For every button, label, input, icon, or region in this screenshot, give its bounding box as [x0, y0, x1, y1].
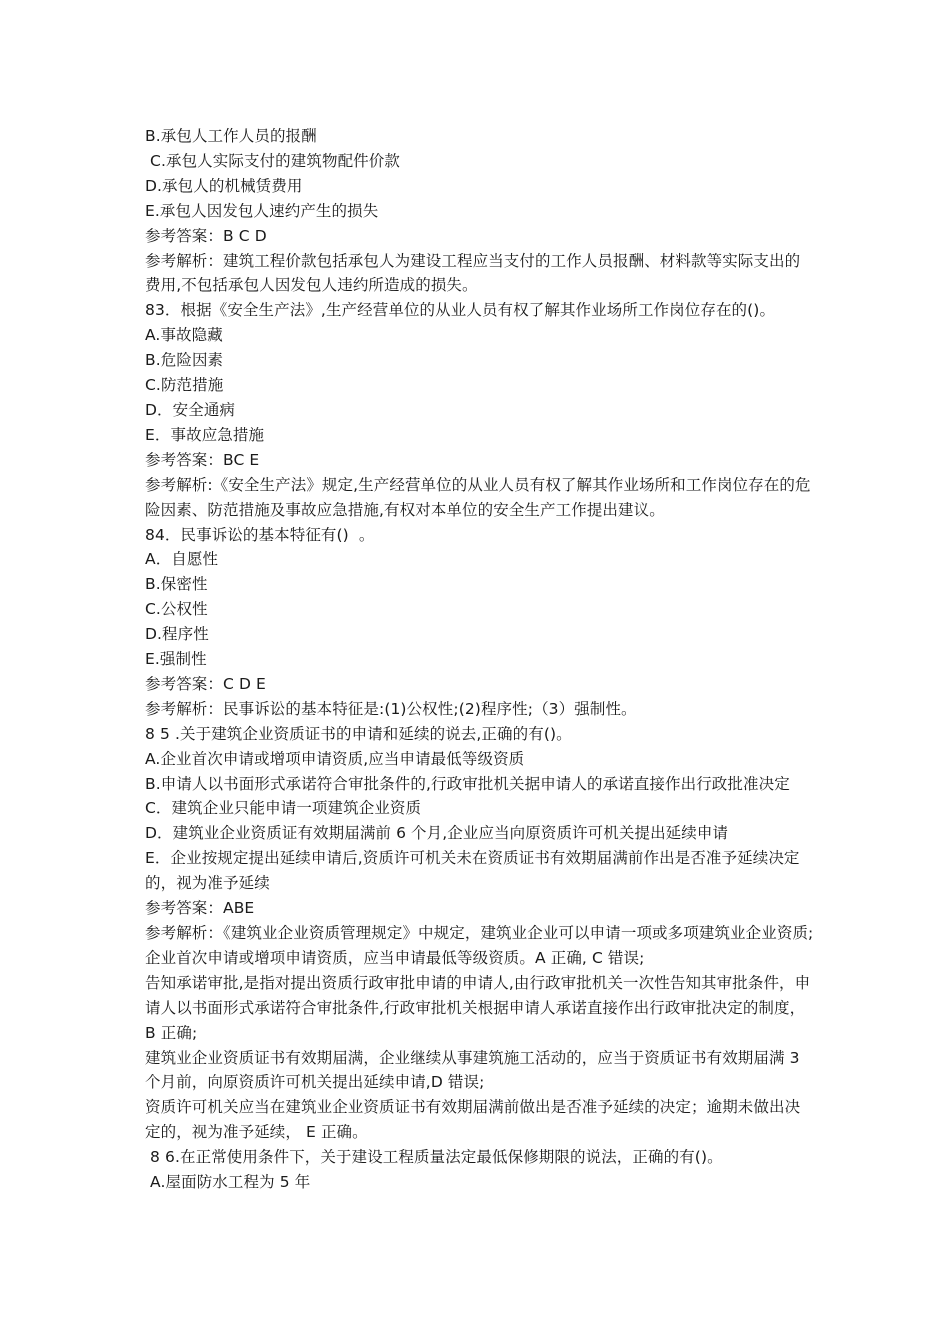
option-a-line: A.企业首次申请或增项申请资质,应当申请最低等级资质: [145, 749, 525, 768]
option-c-line: C．建筑企业只能申请一项建筑企业资质: [145, 799, 422, 818]
analysis-paragraph: 参考解析：建筑工程价款包括承包人为建设工程应当支付的工作人员报酬、材料款等实际支出的费用,不包括承包人因发包人违约所造成的损失。: [145, 251, 801, 295]
option-d-line: D．建筑业企业资质证有效期届满前 6 个月,企业应当向原资质许可机关提出延续申请: [145, 824, 729, 843]
analysis-paragraph: 资质许可机关应当在建筑业企业资质证书有效期届满前做出是否准予延续的决定；逾期未做出决定的，视为准予延续， E 正确。: [145, 1098, 801, 1142]
question-83: 83．根据《安全生产法》,生产经营单位的从业人员有权了解其作业场所工作岗位存在的()。: [145, 301, 776, 320]
question-86: 8 6.在正常使用条件下，关于建设工程质量法定最低保修期限的说法，正确的有()。: [145, 1148, 723, 1167]
option-e-line: E.强制性: [145, 650, 207, 669]
analysis-paragraph: 参考解析：《建筑业企业资质管理规定》中规定，建筑业企业可以申请一项或多项建筑业企业资质;企业首次申请或增项申请资质，应当申请最低等级资质。A 正确, C 错误;: [145, 924, 814, 967]
question-84: 84．民事诉讼的基本特征有() 。: [145, 525, 375, 544]
document-body: [145, 124, 820, 1195]
analysis-paragraph: 建筑业企业资质证书有效期届满，企业继续从事建筑施工活动的，应当于资质证书有效期届满 3 个月前，向原资质许可机关提出延续申请,D 错误;: [145, 1048, 820, 1092]
option-c-line: C.公权性: [145, 600, 208, 619]
option-e-line: E．事故应急措施: [145, 425, 265, 444]
option-c-line: C.防范措施: [145, 376, 224, 395]
option-a-line: A．自愿性: [145, 550, 219, 569]
option-a-line: A.事故隐藏: [145, 326, 223, 345]
option-b-line: B.危险因素: [145, 351, 224, 370]
answer-line: 参考答案：BC E: [145, 450, 260, 469]
option-e-line: E．企业按规定提出延续申请后,资质许可机关未在资质证书有效期届满前作出是否准予延续决定的，视为准予延续: [145, 849, 800, 893]
analysis-paragraph: 参考解析:《安全生产法》规定,生产经营单位的从业人员有权了解其作业场所和工作岗位存在的危险因素、防范措施及事故应急措施,有权对本单位的安全生产工作提出建议。: [145, 475, 811, 519]
analysis-paragraph: 告知承诺审批,是指对提出资质行政审批申请的申请人,由行政审批机关一次性告知其审批条件，申请人以书面形式承诺符合审批条件,行政审批机关根据申请人承诺直接作出行政审批决定的制度， B 正确;: [145, 973, 811, 1042]
option-b-line: B.承包人工作人员的报酬: [145, 127, 317, 145]
question-85: 8 5 .关于建筑企业资质证书的申请和延续的说去,正确的有()。: [145, 724, 572, 743]
option-b-line: B.保密性: [145, 575, 208, 594]
option-b-line: B.申请人以书面形式承诺符合审批条件的,行政审批机关据申请人的承诺直接作出行政批准决定: [145, 774, 790, 793]
option-e-line: E.承包人因发包人速约产生的损失: [145, 201, 379, 220]
answer-line: 参考答案：B C D: [145, 226, 267, 245]
option-a-line: A.屋面防水工程为 5 年: [145, 1173, 311, 1192]
analysis-paragraph: 参考解析：民事诉讼的基本特征是:(1)公权性;(2)程序性;（3）强制性。: [145, 699, 637, 718]
option-d-line: D．安全通病: [145, 400, 236, 419]
answer-line: 参考答案：ABE: [145, 899, 255, 918]
option-d-line: D.承包人的机械赁费用: [145, 176, 303, 195]
answer-line: 参考答案：C D E: [145, 674, 266, 693]
option-d-line: D.程序性: [145, 625, 209, 644]
option-c-line: C.承包人实际支付的建筑物配件价款: [145, 151, 400, 170]
